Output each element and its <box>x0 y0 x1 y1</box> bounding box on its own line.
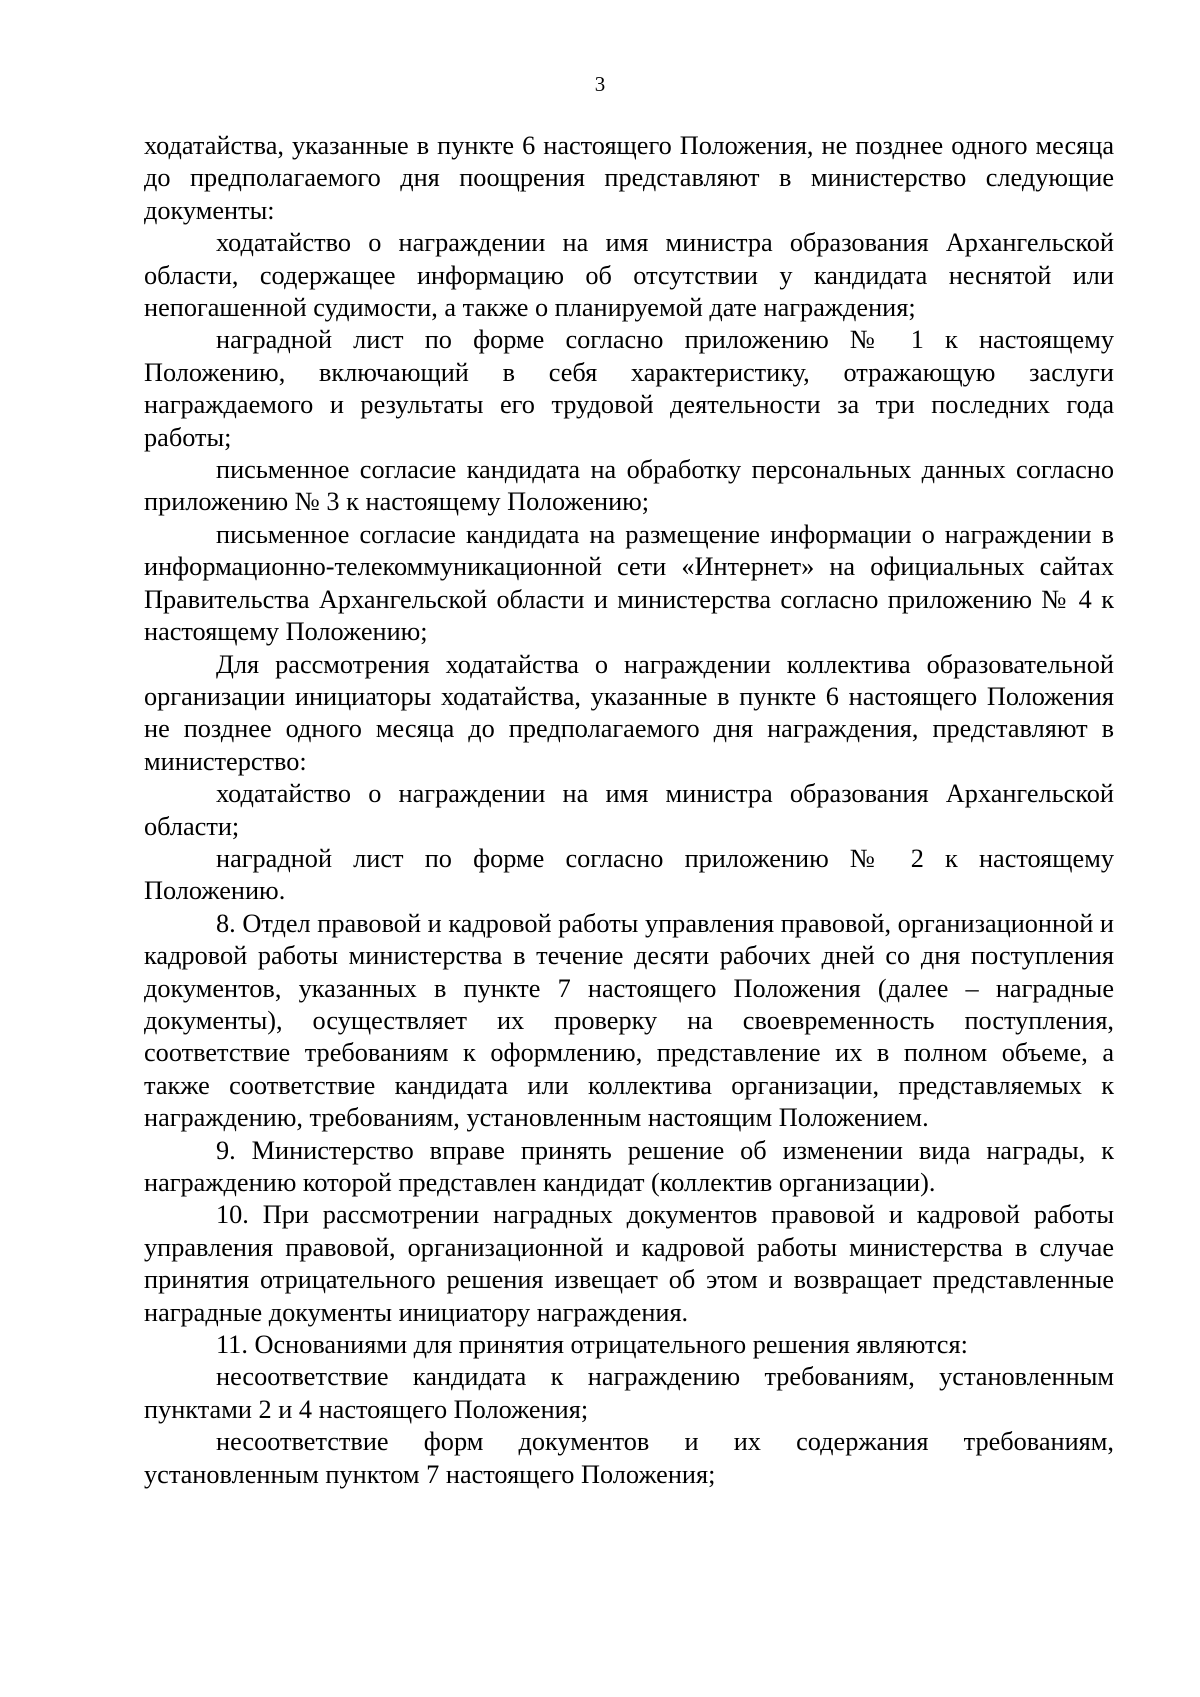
paragraph-item-11: 11. Основаниями для принятия отрицательного решения являются: <box>216 1330 968 1360</box>
paragraph-petition-requirements: ходатайство о награждении на имя министра образования Архангельской области, содержащее информацию об отсутствии у кандидата неснятой или непогашенной судимости, а также о планируемой дате награждения; <box>144 228 1114 323</box>
document-body <box>144 130 1114 1491</box>
paragraph-award-sheet-2: наградной лист по форме согласно приложению № 2 к настоящему Положению. <box>144 843 1114 906</box>
paragraph-ground-candidate: несоответствие кандидата к награждению требованиям, установленным пунктами 2 и 4 настоящего Положения; <box>144 1362 1114 1424</box>
paragraph-item-8: 8. Отдел правовой и кадровой работы управления правовой, организационной и кадровой работы министерства в течение десяти рабочих дней со дня поступления документов, указанных в пункте 7 настоящего Положения (далее – наградные документы), осуществляет их проверку на своевременность поступления, соответствие требованиям к оформлению, представление их в полном объеме, а также соответствие кандидата или коллектива организации, представляемых к награждению, требованиям, установленным настоящим Положением. <box>144 908 1114 1133</box>
page-number: 3 <box>594 72 606 96</box>
paragraph-consent-personal-data: письменное согласие кандидата на обработку персональных данных согласно приложению № 3 к настоящему Положению; <box>144 455 1114 517</box>
paragraph-ground-forms: несоответствие форм документов и их содержания требованиям, установленным пунктом 7 настоящего Положения; <box>144 1427 1114 1489</box>
paragraph-award-sheet-1: наградной лист по форме согласно приложению № 1 к настоящему Положению, включающий в себя характеристику, отражающую заслуги награждаемого и результаты его трудовой деятельности за три последних года работы; <box>144 325 1114 452</box>
paragraph-collective-petition: Для рассмотрения ходатайства о награждении коллектива образовательной организации инициаторы ходатайства, указанные в пункте 6 настоящего Положения не позднее одного месяца до предполагаемого дня награждения, представляют в министерство: <box>144 649 1114 776</box>
paragraph-consent-internet: письменное согласие кандидата на размещение информации о награждении в информационно-телекоммуникационной сети «Интернет» на официальных сайтах Правительства Архангельской области и министерства согласно приложению № 4 к настоящему Положению; <box>144 519 1114 647</box>
paragraph-collective-petition-minister: ходатайство о награждении на имя министра образования Архангельской области; <box>144 779 1114 841</box>
paragraph-item-9: 9. Министерство вправе принять решение об изменении вида награды, к награждению которой представлен кандидат (коллектив организации). <box>144 1135 1114 1197</box>
paragraph-item-10: 10. При рассмотрении наградных документов правовой и кадровой работы управления правовой, организационной и кадровой работы министерства в случае принятия отрицательного решения извещает об этом и возвращает представленные наградные документы инициатору награждения. <box>144 1200 1114 1327</box>
paragraph-continuation: ходатайства, указанные в пункте 6 настоящего Положения, не позднее одного месяца до предполагаемого дня поощрения представляют в министерство следующие документы: <box>144 131 1114 225</box>
